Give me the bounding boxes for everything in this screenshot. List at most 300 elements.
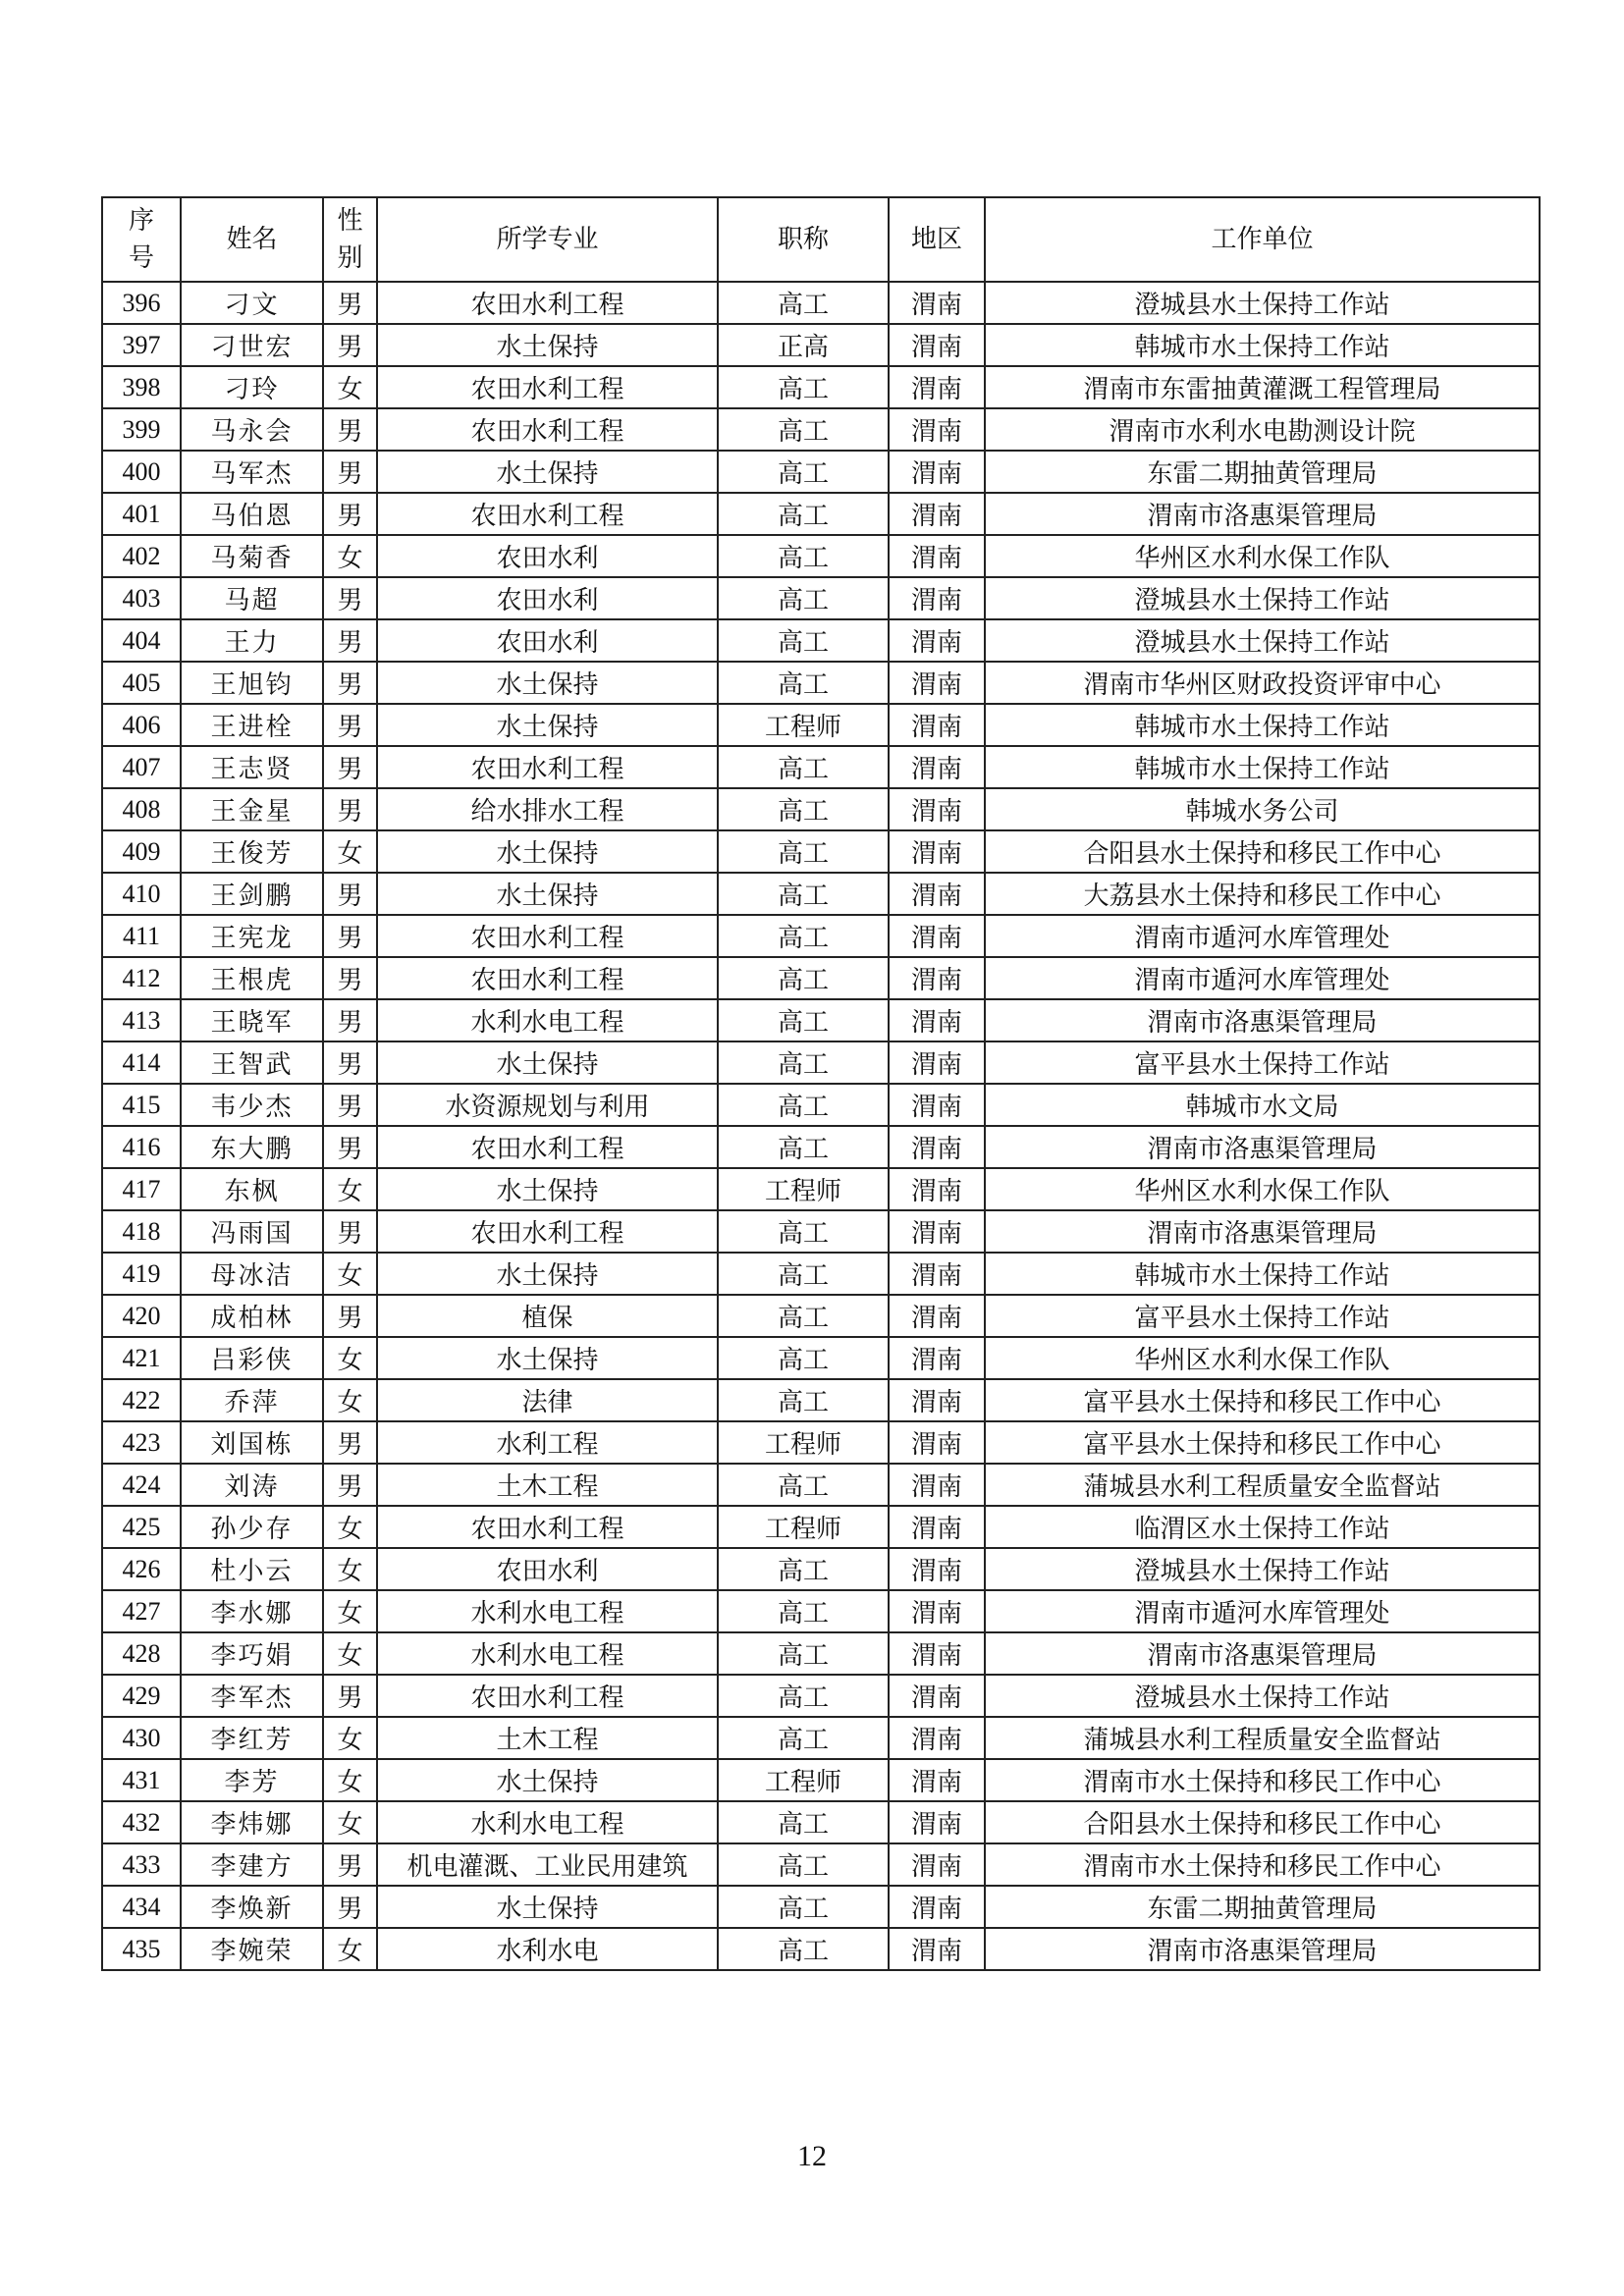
cell-region: 渭南 xyxy=(889,1084,985,1126)
cell-title: 高工 xyxy=(718,1295,889,1337)
cell-region: 渭南 xyxy=(889,746,985,788)
cell-region: 渭南 xyxy=(889,1548,985,1590)
cell-seq: 411 xyxy=(102,915,181,957)
cell-employer: 渭南市水土保持和移民工作中心 xyxy=(985,1843,1540,1886)
cell-major: 土木工程 xyxy=(377,1717,718,1759)
cell-region: 渭南 xyxy=(889,535,985,577)
cell-gender: 男 xyxy=(323,324,377,366)
cell-gender: 男 xyxy=(323,1886,377,1928)
table-row xyxy=(102,493,1540,535)
cell-gender: 男 xyxy=(323,957,377,999)
cell-gender: 男 xyxy=(323,493,377,535)
cell-major: 水利水电工程 xyxy=(377,999,718,1041)
cell-employer: 韩城市水土保持工作站 xyxy=(985,746,1540,788)
cell-seq: 402 xyxy=(102,535,181,577)
cell-major: 水利工程 xyxy=(377,1421,718,1464)
cell-gender: 男 xyxy=(323,704,377,746)
cell-major: 农田水利工程 xyxy=(377,957,718,999)
cell-employer: 澄城县水土保持工作站 xyxy=(985,1548,1540,1590)
cell-gender: 女 xyxy=(323,1717,377,1759)
cell-region: 渭南 xyxy=(889,1253,985,1295)
table-row xyxy=(102,1928,1540,1970)
cell-major: 农田水利工程 xyxy=(377,915,718,957)
cell-major: 给水排水工程 xyxy=(377,788,718,830)
cell-employer: 富平县水土保持和移民工作中心 xyxy=(985,1379,1540,1421)
cell-gender: 男 xyxy=(323,619,377,662)
table-row xyxy=(102,366,1540,408)
cell-major: 水土保持 xyxy=(377,662,718,704)
cell-major: 农田水利工程 xyxy=(377,1506,718,1548)
cell-title: 高工 xyxy=(718,282,889,324)
cell-region: 渭南 xyxy=(889,324,985,366)
table-row xyxy=(102,1041,1540,1084)
table-row xyxy=(102,1295,1540,1337)
cell-employer: 华州区水利水保工作队 xyxy=(985,1168,1540,1210)
cell-region: 渭南 xyxy=(889,1886,985,1928)
cell-title: 高工 xyxy=(718,957,889,999)
cell-major: 农田水利工程 xyxy=(377,493,718,535)
cell-major: 水资源规划与利用 xyxy=(377,1084,718,1126)
cell-major: 农田水利 xyxy=(377,535,718,577)
cell-employer: 合阳县水土保持和移民工作中心 xyxy=(985,830,1540,873)
cell-name: 韦少杰 xyxy=(181,1084,323,1126)
cell-gender: 女 xyxy=(323,1632,377,1675)
cell-name: 王旭钧 xyxy=(181,662,323,704)
cell-major: 农田水利 xyxy=(377,1548,718,1590)
cell-seq: 434 xyxy=(102,1886,181,1928)
cell-seq: 431 xyxy=(102,1759,181,1801)
table-row xyxy=(102,1632,1540,1675)
cell-region: 渭南 xyxy=(889,1506,985,1548)
cell-seq: 404 xyxy=(102,619,181,662)
table-row xyxy=(102,282,1540,324)
cell-major: 土木工程 xyxy=(377,1464,718,1506)
cell-seq: 409 xyxy=(102,830,181,873)
cell-gender: 女 xyxy=(323,1801,377,1843)
cell-major: 水土保持 xyxy=(377,1168,718,1210)
cell-major: 水利水电 xyxy=(377,1928,718,1970)
table-row xyxy=(102,1168,1540,1210)
cell-title: 高工 xyxy=(718,662,889,704)
header-name: 姓名 xyxy=(181,197,323,282)
table-row xyxy=(102,788,1540,830)
cell-major: 水土保持 xyxy=(377,873,718,915)
cell-employer: 渭南市水土保持和移民工作中心 xyxy=(985,1759,1540,1801)
cell-employer: 韩城市水土保持工作站 xyxy=(985,324,1540,366)
cell-region: 渭南 xyxy=(889,1421,985,1464)
cell-title: 高工 xyxy=(718,1843,889,1886)
cell-gender: 女 xyxy=(323,1168,377,1210)
page-number: 12 xyxy=(797,2140,827,2172)
cell-name: 刁文 xyxy=(181,282,323,324)
header-seq: 序 号 xyxy=(102,197,181,282)
cell-title: 高工 xyxy=(718,873,889,915)
cell-gender: 男 xyxy=(323,1464,377,1506)
cell-name: 马菊香 xyxy=(181,535,323,577)
cell-gender: 男 xyxy=(323,662,377,704)
cell-seq: 422 xyxy=(102,1379,181,1421)
cell-name: 冯雨国 xyxy=(181,1210,323,1253)
cell-title: 高工 xyxy=(718,746,889,788)
cell-gender: 女 xyxy=(323,1506,377,1548)
personnel-table xyxy=(101,196,1541,1971)
cell-name: 刁世宏 xyxy=(181,324,323,366)
cell-seq: 417 xyxy=(102,1168,181,1210)
cell-major: 农田水利 xyxy=(377,577,718,619)
table-row xyxy=(102,1675,1540,1717)
cell-title: 高工 xyxy=(718,1632,889,1675)
cell-region: 渭南 xyxy=(889,451,985,493)
cell-name: 刘涛 xyxy=(181,1464,323,1506)
cell-title: 工程师 xyxy=(718,1168,889,1210)
cell-region: 渭南 xyxy=(889,1928,985,1970)
table-row xyxy=(102,746,1540,788)
cell-employer: 韩城水务公司 xyxy=(985,788,1540,830)
cell-seq: 435 xyxy=(102,1928,181,1970)
cell-gender: 男 xyxy=(323,408,377,451)
cell-gender: 女 xyxy=(323,1379,377,1421)
cell-major: 水土保持 xyxy=(377,324,718,366)
cell-name: 马超 xyxy=(181,577,323,619)
cell-major: 农田水利工程 xyxy=(377,746,718,788)
cell-title: 高工 xyxy=(718,1464,889,1506)
cell-major: 水土保持 xyxy=(377,1759,718,1801)
cell-seq: 414 xyxy=(102,1041,181,1084)
cell-major: 农田水利工程 xyxy=(377,1210,718,1253)
cell-employer: 富平县水土保持工作站 xyxy=(985,1041,1540,1084)
cell-title: 工程师 xyxy=(718,1506,889,1548)
table-row xyxy=(102,577,1540,619)
cell-title: 高工 xyxy=(718,577,889,619)
cell-major: 水土保持 xyxy=(377,830,718,873)
table-row xyxy=(102,1886,1540,1928)
cell-seq: 403 xyxy=(102,577,181,619)
cell-seq: 421 xyxy=(102,1337,181,1379)
cell-gender: 男 xyxy=(323,1210,377,1253)
cell-region: 渭南 xyxy=(889,577,985,619)
cell-employer: 渭南市洛惠渠管理局 xyxy=(985,1632,1540,1675)
cell-seq: 423 xyxy=(102,1421,181,1464)
table-row xyxy=(102,1126,1540,1168)
table-row xyxy=(102,1379,1540,1421)
cell-employer: 澄城县水土保持工作站 xyxy=(985,1675,1540,1717)
cell-gender: 女 xyxy=(323,1548,377,1590)
cell-major: 法律 xyxy=(377,1379,718,1421)
cell-employer: 渭南市洛惠渠管理局 xyxy=(985,493,1540,535)
cell-major: 农田水利工程 xyxy=(377,282,718,324)
cell-seq: 396 xyxy=(102,282,181,324)
cell-employer: 渭南市洛惠渠管理局 xyxy=(985,1126,1540,1168)
cell-seq: 405 xyxy=(102,662,181,704)
cell-major: 水土保持 xyxy=(377,1886,718,1928)
cell-title: 高工 xyxy=(718,1337,889,1379)
cell-major: 农田水利工程 xyxy=(377,366,718,408)
cell-seq: 416 xyxy=(102,1126,181,1168)
cell-title: 高工 xyxy=(718,493,889,535)
cell-seq: 415 xyxy=(102,1084,181,1126)
table-row xyxy=(102,1084,1540,1126)
cell-title: 高工 xyxy=(718,1379,889,1421)
table-row xyxy=(102,535,1540,577)
cell-employer: 临渭区水土保持工作站 xyxy=(985,1506,1540,1548)
table-row xyxy=(102,1801,1540,1843)
cell-employer: 东雷二期抽黄管理局 xyxy=(985,451,1540,493)
cell-name: 东枫 xyxy=(181,1168,323,1210)
cell-employer: 韩城市水土保持工作站 xyxy=(985,1253,1540,1295)
table-row xyxy=(102,704,1540,746)
cell-title: 高工 xyxy=(718,1928,889,1970)
cell-name: 王剑鹏 xyxy=(181,873,323,915)
cell-employer: 渭南市遁河水库管理处 xyxy=(985,1590,1540,1632)
cell-employer: 澄城县水土保持工作站 xyxy=(985,619,1540,662)
cell-name: 王力 xyxy=(181,619,323,662)
cell-region: 渭南 xyxy=(889,1843,985,1886)
cell-title: 高工 xyxy=(718,535,889,577)
table-row xyxy=(102,324,1540,366)
cell-title: 高工 xyxy=(718,1886,889,1928)
cell-employer: 韩城市水土保持工作站 xyxy=(985,704,1540,746)
cell-gender: 男 xyxy=(323,282,377,324)
cell-name: 母冰洁 xyxy=(181,1253,323,1295)
cell-title: 工程师 xyxy=(718,1759,889,1801)
cell-major: 水土保持 xyxy=(377,451,718,493)
cell-title: 高工 xyxy=(718,1801,889,1843)
cell-name: 王俊芳 xyxy=(181,830,323,873)
cell-seq: 413 xyxy=(102,999,181,1041)
cell-seq: 397 xyxy=(102,324,181,366)
cell-seq: 428 xyxy=(102,1632,181,1675)
cell-name: 王进栓 xyxy=(181,704,323,746)
cell-seq: 427 xyxy=(102,1590,181,1632)
cell-name: 王金星 xyxy=(181,788,323,830)
cell-region: 渭南 xyxy=(889,493,985,535)
cell-region: 渭南 xyxy=(889,408,985,451)
table-row xyxy=(102,1590,1540,1632)
cell-seq: 430 xyxy=(102,1717,181,1759)
cell-name: 马永会 xyxy=(181,408,323,451)
cell-employer: 渭南市洛惠渠管理局 xyxy=(985,1210,1540,1253)
cell-employer: 渭南市洛惠渠管理局 xyxy=(985,999,1540,1041)
cell-region: 渭南 xyxy=(889,1590,985,1632)
table-row xyxy=(102,1210,1540,1253)
table-row xyxy=(102,873,1540,915)
cell-employer: 韩城市水文局 xyxy=(985,1084,1540,1126)
cell-seq: 420 xyxy=(102,1295,181,1337)
cell-gender: 女 xyxy=(323,1253,377,1295)
cell-region: 渭南 xyxy=(889,873,985,915)
cell-gender: 女 xyxy=(323,366,377,408)
table-row xyxy=(102,451,1540,493)
cell-gender: 女 xyxy=(323,830,377,873)
cell-title: 高工 xyxy=(718,451,889,493)
table-body xyxy=(102,282,1540,1970)
cell-employer: 大荔县水土保持和移民工作中心 xyxy=(985,873,1540,915)
cell-name: 李红芳 xyxy=(181,1717,323,1759)
cell-gender: 男 xyxy=(323,1843,377,1886)
cell-name: 李芳 xyxy=(181,1759,323,1801)
cell-title: 高工 xyxy=(718,1253,889,1295)
cell-major: 农田水利工程 xyxy=(377,1675,718,1717)
cell-region: 渭南 xyxy=(889,1759,985,1801)
cell-seq: 424 xyxy=(102,1464,181,1506)
cell-region: 渭南 xyxy=(889,662,985,704)
cell-gender: 男 xyxy=(323,999,377,1041)
cell-major: 农田水利工程 xyxy=(377,1126,718,1168)
cell-seq: 407 xyxy=(102,746,181,788)
cell-seq: 408 xyxy=(102,788,181,830)
cell-employer: 渭南市华州区财政投资评审中心 xyxy=(985,662,1540,704)
cell-title: 高工 xyxy=(718,1126,889,1168)
cell-seq: 406 xyxy=(102,704,181,746)
cell-name: 王宪龙 xyxy=(181,915,323,957)
table-row xyxy=(102,915,1540,957)
cell-seq: 419 xyxy=(102,1253,181,1295)
table-row xyxy=(102,1506,1540,1548)
cell-major: 水土保持 xyxy=(377,704,718,746)
cell-region: 渭南 xyxy=(889,1379,985,1421)
cell-gender: 女 xyxy=(323,535,377,577)
cell-employer: 富平县水土保持工作站 xyxy=(985,1295,1540,1337)
cell-region: 渭南 xyxy=(889,1632,985,1675)
cell-region: 渭南 xyxy=(889,999,985,1041)
cell-seq: 399 xyxy=(102,408,181,451)
cell-name: 东大鹏 xyxy=(181,1126,323,1168)
cell-name: 李巧娟 xyxy=(181,1632,323,1675)
cell-title: 高工 xyxy=(718,788,889,830)
cell-major: 农田水利 xyxy=(377,619,718,662)
cell-title: 高工 xyxy=(718,1717,889,1759)
cell-region: 渭南 xyxy=(889,1464,985,1506)
table-row xyxy=(102,1464,1540,1506)
table-row xyxy=(102,1717,1540,1759)
cell-title: 高工 xyxy=(718,830,889,873)
cell-seq: 432 xyxy=(102,1801,181,1843)
table-row xyxy=(102,830,1540,873)
cell-title: 高工 xyxy=(718,619,889,662)
cell-region: 渭南 xyxy=(889,1801,985,1843)
cell-gender: 男 xyxy=(323,451,377,493)
cell-name: 王根虎 xyxy=(181,957,323,999)
cell-seq: 410 xyxy=(102,873,181,915)
cell-employer: 渭南市遁河水库管理处 xyxy=(985,957,1540,999)
cell-region: 渭南 xyxy=(889,1295,985,1337)
table-row xyxy=(102,619,1540,662)
cell-employer: 渭南市东雷抽黄灌溉工程管理局 xyxy=(985,366,1540,408)
cell-name: 刘国栋 xyxy=(181,1421,323,1464)
table-row xyxy=(102,408,1540,451)
header-region: 地区 xyxy=(889,197,985,282)
cell-major: 水利水电工程 xyxy=(377,1632,718,1675)
cell-seq: 412 xyxy=(102,957,181,999)
cell-gender: 男 xyxy=(323,577,377,619)
cell-title: 高工 xyxy=(718,1041,889,1084)
cell-gender: 女 xyxy=(323,1337,377,1379)
cell-name: 成柏林 xyxy=(181,1295,323,1337)
cell-major: 植保 xyxy=(377,1295,718,1337)
table-row xyxy=(102,1759,1540,1801)
cell-employer: 富平县水土保持和移民工作中心 xyxy=(985,1421,1540,1464)
cell-name: 李军杰 xyxy=(181,1675,323,1717)
cell-name: 李焕新 xyxy=(181,1886,323,1928)
cell-major: 农田水利工程 xyxy=(377,408,718,451)
header-gender: 性 别 xyxy=(323,197,377,282)
cell-region: 渭南 xyxy=(889,1717,985,1759)
table-row xyxy=(102,1843,1540,1886)
cell-region: 渭南 xyxy=(889,915,985,957)
cell-seq: 398 xyxy=(102,366,181,408)
cell-title: 工程师 xyxy=(718,1421,889,1464)
cell-region: 渭南 xyxy=(889,1675,985,1717)
cell-name: 吕彩侠 xyxy=(181,1337,323,1379)
cell-region: 渭南 xyxy=(889,1168,985,1210)
cell-title: 高工 xyxy=(718,1084,889,1126)
cell-title: 高工 xyxy=(718,1590,889,1632)
table-header-row xyxy=(102,197,1540,282)
cell-region: 渭南 xyxy=(889,788,985,830)
table-row xyxy=(102,1548,1540,1590)
cell-major: 水土保持 xyxy=(377,1253,718,1295)
cell-region: 渭南 xyxy=(889,1126,985,1168)
cell-gender: 男 xyxy=(323,915,377,957)
cell-name: 王晓军 xyxy=(181,999,323,1041)
cell-employer: 渭南市水利水电勘测设计院 xyxy=(985,408,1540,451)
cell-major: 水土保持 xyxy=(377,1337,718,1379)
cell-seq: 433 xyxy=(102,1843,181,1886)
cell-name: 李建方 xyxy=(181,1843,323,1886)
cell-major: 机电灌溉、工业民用建筑 xyxy=(377,1843,718,1886)
cell-major: 水利水电工程 xyxy=(377,1590,718,1632)
cell-region: 渭南 xyxy=(889,1337,985,1379)
cell-seq: 426 xyxy=(102,1548,181,1590)
cell-name: 王志贤 xyxy=(181,746,323,788)
cell-region: 渭南 xyxy=(889,1041,985,1084)
cell-title: 高工 xyxy=(718,1675,889,1717)
cell-major: 水土保持 xyxy=(377,1041,718,1084)
cell-gender: 女 xyxy=(323,1590,377,1632)
cell-employer: 渭南市洛惠渠管理局 xyxy=(985,1928,1540,1970)
cell-employer: 东雷二期抽黄管理局 xyxy=(985,1886,1540,1928)
cell-title: 正高 xyxy=(718,324,889,366)
cell-seq: 429 xyxy=(102,1675,181,1717)
cell-region: 渭南 xyxy=(889,704,985,746)
cell-title: 高工 xyxy=(718,1210,889,1253)
cell-gender: 男 xyxy=(323,746,377,788)
cell-employer: 澄城县水土保持工作站 xyxy=(985,282,1540,324)
cell-gender: 男 xyxy=(323,1675,377,1717)
cell-gender: 男 xyxy=(323,788,377,830)
cell-employer: 华州区水利水保工作队 xyxy=(985,1337,1540,1379)
cell-gender: 女 xyxy=(323,1928,377,1970)
cell-seq: 401 xyxy=(102,493,181,535)
cell-employer: 澄城县水土保持工作站 xyxy=(985,577,1540,619)
table-row xyxy=(102,1253,1540,1295)
cell-title: 高工 xyxy=(718,999,889,1041)
cell-name: 李炜娜 xyxy=(181,1801,323,1843)
cell-name: 孙少存 xyxy=(181,1506,323,1548)
table-row xyxy=(102,957,1540,999)
cell-title: 高工 xyxy=(718,1548,889,1590)
table-row xyxy=(102,999,1540,1041)
cell-gender: 男 xyxy=(323,1421,377,1464)
cell-name: 乔萍 xyxy=(181,1379,323,1421)
cell-title: 高工 xyxy=(718,408,889,451)
cell-seq: 418 xyxy=(102,1210,181,1253)
cell-region: 渭南 xyxy=(889,957,985,999)
cell-gender: 女 xyxy=(323,1759,377,1801)
cell-employer: 合阳县水土保持和移民工作中心 xyxy=(985,1801,1540,1843)
cell-region: 渭南 xyxy=(889,619,985,662)
cell-region: 渭南 xyxy=(889,366,985,408)
